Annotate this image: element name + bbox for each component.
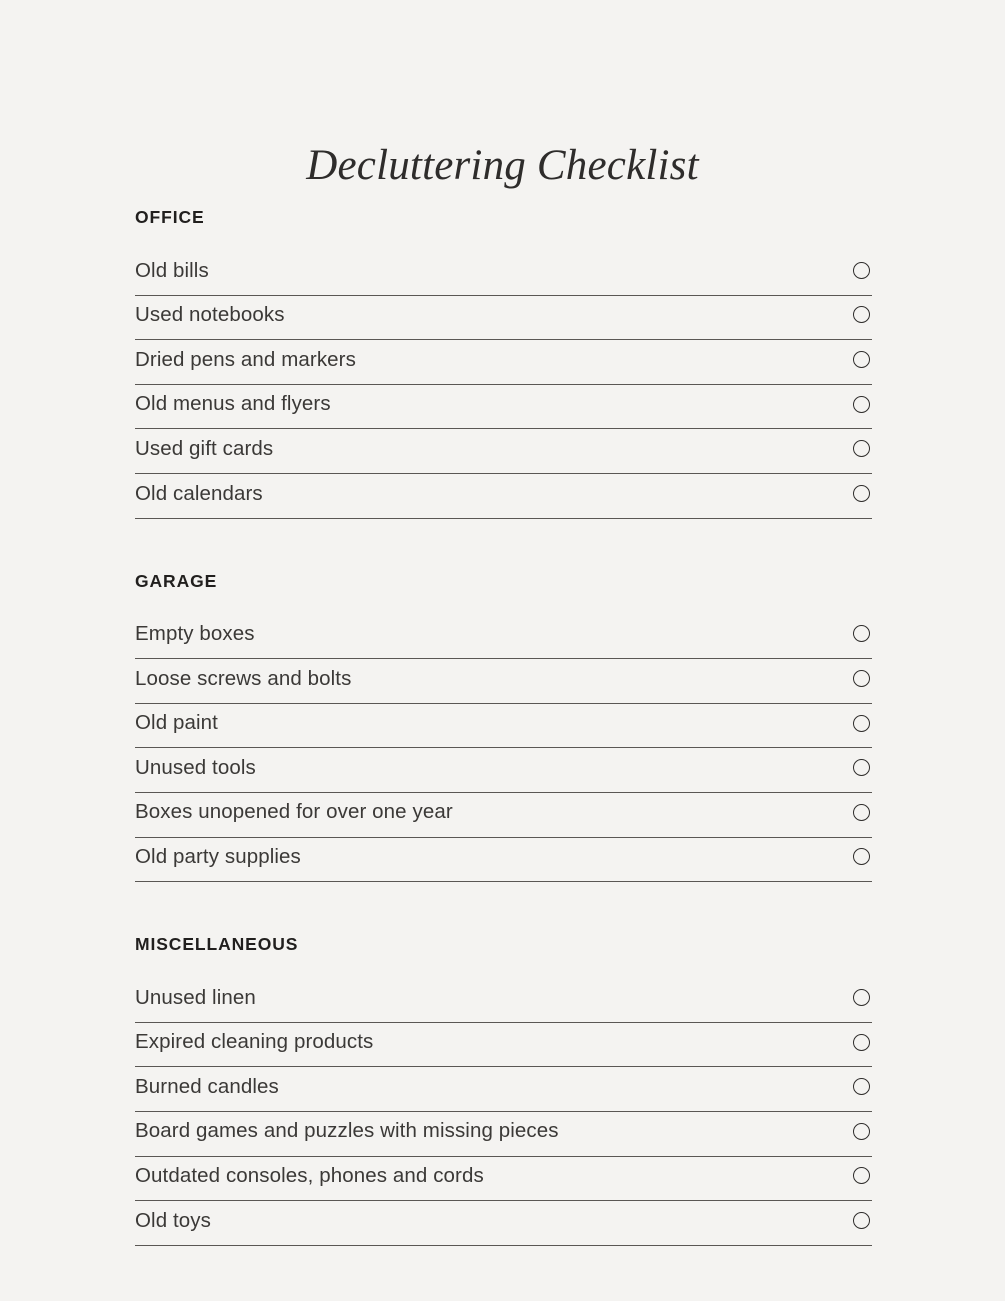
checklist-rows (135, 978, 872, 1246)
checklist-row[interactable] (135, 838, 872, 883)
checklist-item-label: Old bills (135, 258, 209, 282)
checklist-item-label: Burned candles (135, 1074, 279, 1098)
checklist-row[interactable] (135, 704, 872, 749)
checklist-row[interactable] (135, 474, 872, 519)
section-header: MISCELLANEOUS (135, 934, 299, 955)
checklist-item-label: Unused tools (135, 755, 256, 779)
empty-circle-checkbox-icon[interactable] (853, 848, 870, 865)
empty-circle-checkbox-icon[interactable] (853, 1212, 870, 1229)
checklist-item-label: Old toys (135, 1208, 211, 1232)
checklist-row[interactable] (135, 385, 872, 430)
page-title: Decluttering Checklist (306, 141, 699, 189)
empty-circle-checkbox-icon[interactable] (853, 759, 870, 776)
checklist-item-label: Board games and puzzles with missing pieces (135, 1119, 559, 1143)
section-header: OFFICE (135, 207, 205, 227)
empty-circle-checkbox-icon[interactable] (853, 1123, 870, 1140)
checklist-row[interactable] (135, 1157, 872, 1202)
empty-circle-checkbox-icon[interactable] (853, 351, 870, 368)
empty-circle-checkbox-icon[interactable] (853, 1167, 870, 1184)
checklist-item-label: Dried pens and markers (135, 347, 356, 371)
checklist-section (135, 571, 872, 883)
empty-circle-checkbox-icon[interactable] (853, 1078, 870, 1095)
checklist-item-label: Unused linen (135, 985, 256, 1009)
checklist-item-label: Empty boxes (135, 622, 255, 646)
checklist-sections (135, 207, 872, 1246)
checklist-item-label: Boxes unopened for over one year (135, 800, 453, 824)
checklist-row[interactable] (135, 1023, 872, 1068)
empty-circle-checkbox-icon[interactable] (853, 804, 870, 821)
empty-circle-checkbox-icon[interactable] (853, 989, 870, 1006)
checklist-row[interactable] (135, 978, 872, 1023)
checklist-item-label: Old menus and flyers (135, 392, 331, 416)
checklist-row[interactable] (135, 251, 872, 296)
checklist-row[interactable] (135, 296, 872, 341)
checklist-section (135, 934, 872, 1246)
section-header: GARAGE (135, 570, 218, 591)
checklist-row[interactable] (135, 1112, 872, 1157)
empty-circle-checkbox-icon[interactable] (853, 262, 870, 279)
checklist-row[interactable] (135, 429, 872, 474)
checklist-row[interactable] (135, 615, 872, 660)
empty-circle-checkbox-icon[interactable] (853, 670, 870, 687)
checklist-item-label: Old paint (135, 711, 218, 735)
empty-circle-checkbox-icon[interactable] (853, 625, 870, 642)
empty-circle-checkbox-icon[interactable] (853, 1034, 870, 1051)
checklist-rows (135, 615, 872, 883)
checklist-row[interactable] (135, 748, 872, 793)
checklist-item-label: Loose screws and bolts (135, 666, 352, 690)
checklist-item-label: Used notebooks (135, 303, 285, 327)
checklist-row[interactable] (135, 659, 872, 704)
empty-circle-checkbox-icon[interactable] (853, 440, 870, 457)
empty-circle-checkbox-icon[interactable] (853, 715, 870, 732)
checklist-row[interactable] (135, 1201, 872, 1246)
checklist-item-label: Old calendars (135, 481, 263, 505)
checklist-row[interactable] (135, 793, 872, 838)
checklist-item-label: Old party supplies (135, 845, 301, 869)
checklist-section (135, 207, 872, 519)
checklist-item-label: Used gift cards (135, 436, 274, 460)
checklist-rows (135, 251, 872, 519)
checklist-row[interactable] (135, 340, 872, 385)
checklist-row[interactable] (135, 1067, 872, 1112)
checklist-item-label: Expired cleaning products (135, 1030, 374, 1054)
empty-circle-checkbox-icon[interactable] (853, 485, 870, 502)
empty-circle-checkbox-icon[interactable] (853, 396, 870, 413)
empty-circle-checkbox-icon[interactable] (853, 306, 870, 323)
checklist-item-label: Outdated consoles, phones and cords (135, 1164, 484, 1188)
